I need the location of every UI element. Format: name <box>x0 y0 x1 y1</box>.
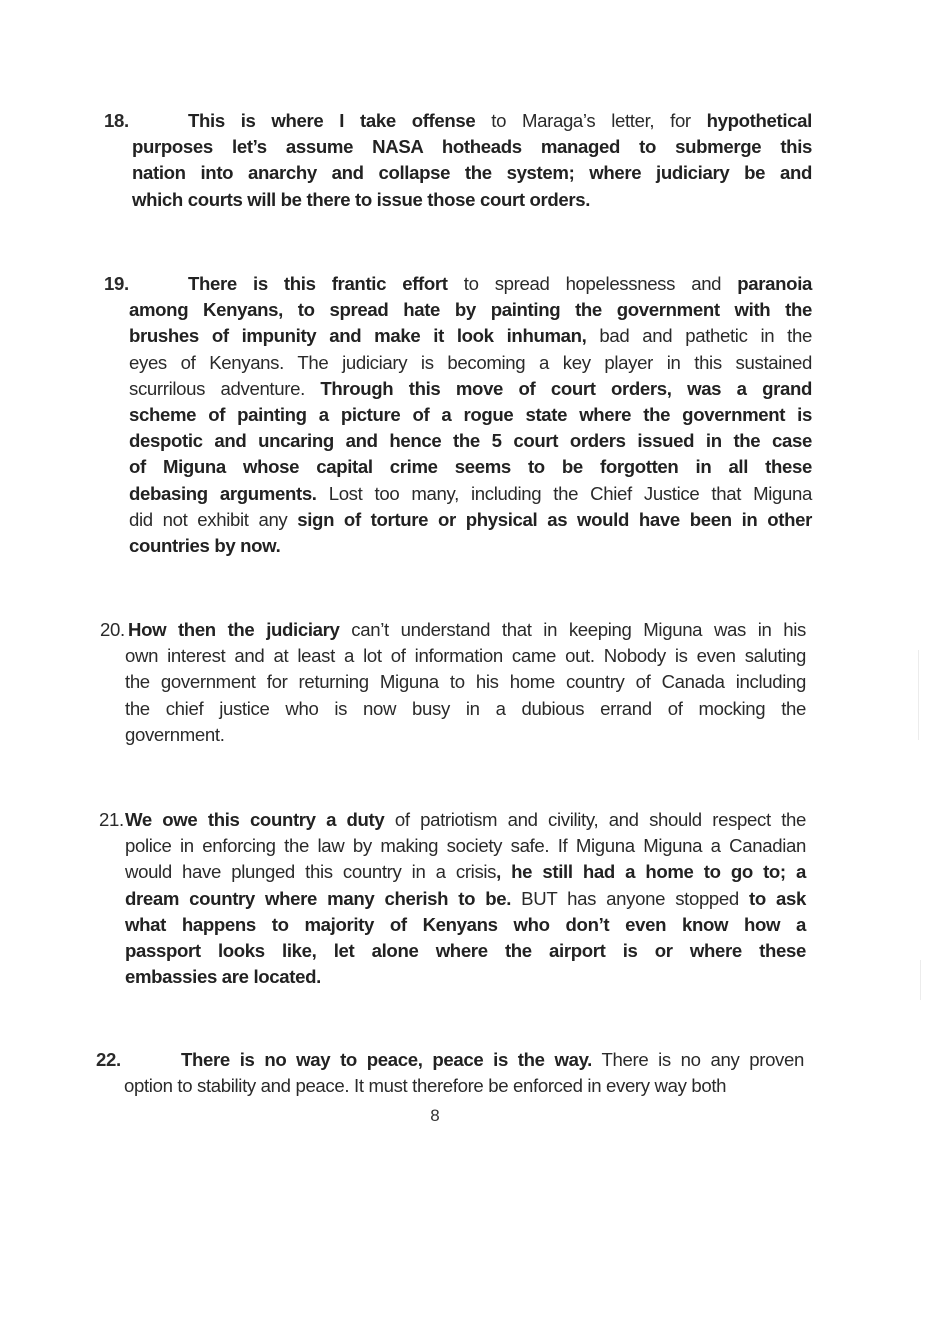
paragraph-number: 19. <box>104 273 129 294</box>
text-line <box>99 807 806 833</box>
body-text: police in enforcing the law by making society safe. If Miguna Miguna a Canadian <box>125 835 806 857</box>
text-line <box>99 886 806 912</box>
body-text: bad and pathetic in the <box>586 325 812 347</box>
paragraph-21 <box>99 807 806 990</box>
paragraph-22 <box>96 1047 804 1099</box>
text-line <box>100 617 806 643</box>
bold-text: sign of torture or physical as would have been in other <box>297 508 812 530</box>
bold-text: among Kenyans, to spread hate by painting the government with the <box>129 299 812 321</box>
body-text: to Maraga’s letter, for <box>475 110 707 131</box>
text-line <box>104 402 812 428</box>
bold-text: dream country where many cherish to be. <box>125 887 512 909</box>
body-text: government. <box>125 723 225 745</box>
bold-text: nation into anarchy and collapse the system; where judiciary be and <box>132 162 812 184</box>
text-line <box>104 481 812 507</box>
body-text: did not exhibit any <box>129 508 298 530</box>
bold-text: , he still had a home to go to; a <box>496 861 806 883</box>
bold-text: countries by now. <box>129 535 281 557</box>
text-line <box>104 323 812 349</box>
text-line <box>99 938 806 964</box>
text-line <box>99 859 806 885</box>
bold-text: Through this move of court orders, was a grand <box>320 377 812 399</box>
text-line <box>99 912 806 938</box>
text-line <box>104 134 812 160</box>
body-text: would have plunged this country in a crisis <box>125 861 497 883</box>
body-text: BUT has anyone stopped <box>511 887 750 909</box>
text-line <box>104 108 812 134</box>
paragraph-19 <box>104 271 812 559</box>
bold-text: There is no way to peace, peace is the way. <box>181 1049 592 1070</box>
bold-text: paranoia <box>737 273 812 294</box>
text-line <box>104 428 812 454</box>
body-text: to spread hopelessness and <box>447 273 738 294</box>
scan-edge-mark <box>920 960 921 1000</box>
bold-text: scheme of painting a picture of a rogue state where the government is <box>129 404 812 426</box>
paragraph-number: 20. <box>100 619 125 640</box>
bold-text: brushes of impunity and make it look inhuman, <box>129 325 587 347</box>
body-text: the chief justice who is now busy in a dubious errand of mocking the <box>125 697 806 719</box>
body-text: own interest and at least a lot of information came out. Nobody is even saluting <box>125 645 806 667</box>
text-line <box>100 643 806 669</box>
bold-text: to ask <box>749 887 806 909</box>
bold-text: purposes let’s assume NASA hotheads managed to submerge this <box>132 136 812 158</box>
bold-text: How then the judiciary <box>128 619 340 640</box>
text-line <box>104 187 812 213</box>
paragraph-20 <box>100 617 806 748</box>
text-line <box>104 350 812 376</box>
body-text: can’t understand that in keeping Miguna was in his <box>339 619 806 640</box>
bold-text: passport looks like, let alone where the airport is or where these <box>125 940 806 962</box>
text-line <box>100 722 806 748</box>
scan-edge-mark <box>918 650 919 740</box>
body-text: option to stability and peace. It must therefore be enforced in every way both <box>124 1075 727 1097</box>
body-text: of patriotism and civility, and should respect the <box>384 809 807 830</box>
text-line <box>104 376 812 402</box>
text-line <box>104 271 812 297</box>
text-line <box>100 669 806 695</box>
text-line <box>104 160 812 186</box>
bold-text: hypothetical <box>706 110 812 131</box>
bold-text: debasing arguments. <box>129 482 317 504</box>
bold-text: what happens to majority of Kenyans who don’t even know how a <box>125 913 806 935</box>
paragraph-number: 22. <box>96 1049 121 1070</box>
text-line <box>104 533 812 559</box>
body-text: scurrilous adventure. <box>129 377 321 399</box>
page-number: 8 <box>430 1106 440 1125</box>
text-line <box>104 507 812 533</box>
paragraph-18 <box>104 108 812 213</box>
body-text: Lost too many, including the Chief Justice that Miguna <box>316 482 812 504</box>
text-line <box>99 833 806 859</box>
text-line <box>96 1073 804 1099</box>
bold-text: We owe this country a duty <box>125 809 385 830</box>
bold-text: This is where I take offense <box>188 110 476 131</box>
text-line <box>104 297 812 323</box>
body-text: the government for returning Miguna to his home country of Canada including <box>125 671 806 693</box>
bold-text: which courts will be there to issue those court orders. <box>132 188 591 210</box>
bold-text: of Miguna whose capital crime seems to be forgotten in all these <box>129 456 812 478</box>
text-line <box>96 1047 804 1073</box>
body-text: eyes of Kenyans. The judiciary is becoming a key player in this sustained <box>129 351 812 373</box>
bold-text: despotic and uncaring and hence the 5 court orders issued in the case <box>129 430 812 452</box>
bold-text: There is this frantic effort <box>188 273 448 294</box>
paragraph-number: 21. <box>99 809 124 830</box>
bold-text: embassies are located. <box>125 966 321 988</box>
paragraph-number: 18. <box>104 110 129 131</box>
text-line <box>99 964 806 990</box>
text-line <box>100 696 806 722</box>
text-line <box>104 454 812 480</box>
body-text: There is no any proven <box>592 1049 804 1070</box>
